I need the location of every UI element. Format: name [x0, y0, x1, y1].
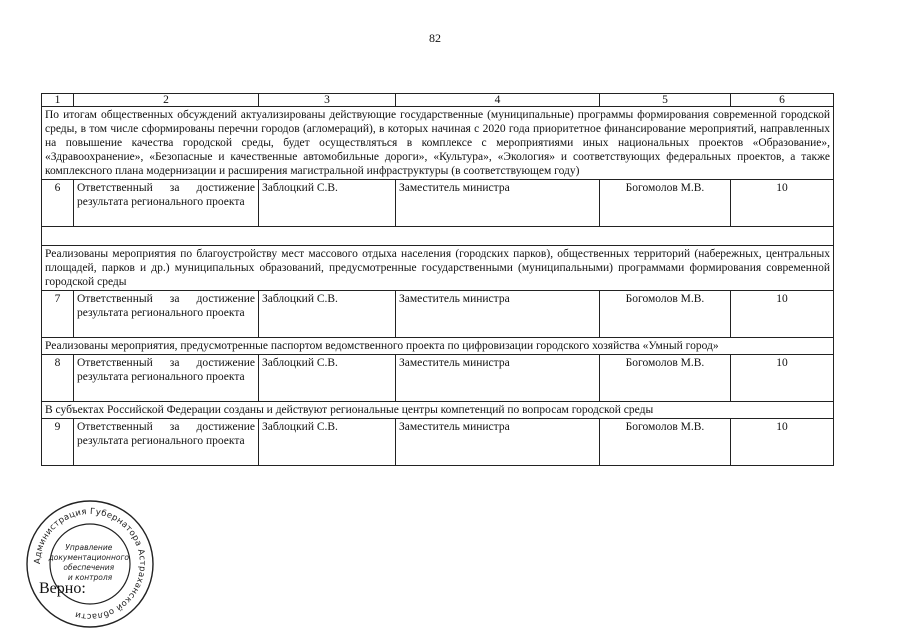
section-row — [42, 107, 834, 180]
spacer-row — [42, 227, 834, 246]
position-cell: Заместитель министра — [396, 291, 600, 338]
column-number: 6 — [731, 94, 834, 107]
person-cell: Заблоцкий С.В. — [259, 419, 396, 466]
row-number: 7 — [42, 291, 74, 338]
supervisor-cell: Богомолов М.В. — [600, 419, 731, 466]
person-cell: Заблоцкий С.В. — [259, 291, 396, 338]
verno-label: Верно: — [39, 580, 86, 597]
value-cell: 10 — [731, 419, 834, 466]
results-table — [41, 93, 834, 466]
role-cell: Ответственный за достижение результата регионального проекта — [74, 419, 259, 466]
position-cell: Заместитель министра — [396, 419, 600, 466]
value-cell: 10 — [731, 180, 834, 227]
section-row — [42, 338, 834, 355]
section-text: Реализованы мероприятия по благоустройству мест массового отдыха населения (городских парков), общественных территорий (набережных, центральных площадей, парков и др.) муниципальных образований, предусмотренные государственными (муниципальными) программами формирования современной городской среды — [42, 246, 834, 291]
column-number: 1 — [42, 94, 74, 107]
supervisor-cell: Богомолов М.В. — [600, 180, 731, 227]
section-text: Реализованы мероприятия, предусмотренные паспортом ведомственного проекта по цифровизации городского хозяйства «Умный город» — [42, 338, 834, 355]
section-row — [42, 402, 834, 419]
value-cell: 10 — [731, 355, 834, 402]
column-number: 2 — [74, 94, 259, 107]
person-cell: Заблоцкий С.В. — [259, 355, 396, 402]
column-number: 4 — [396, 94, 600, 107]
svg-text:Управление документационно — [48, 543, 132, 582]
table-row — [42, 419, 834, 466]
column-number: 3 — [259, 94, 396, 107]
table-row — [42, 291, 834, 338]
value-cell: 10 — [731, 291, 834, 338]
stamp-ring-text: Администрация Губернатора Астраханской области — [32, 506, 148, 622]
stamp-center-line: и контроля — [67, 573, 113, 582]
row-number: 6 — [42, 180, 74, 227]
position-cell: Заместитель министра — [396, 355, 600, 402]
stamp-center-line: обеспечения — [63, 563, 115, 572]
section-text: По итогам общественных обсуждений актуализированы действующие государственные (муниципальные) программы формирования современной городской среды, в том числе сформированы перечни городов (агломераций), в которых начиная с 2020 года приоритетное финансирование мероприятий, направленных на повышение качества городской среды, будет осуществляться в комплексе с мероприятиями иных национальных проектов «Образование», «Здравоохранение», «Безопасные и качественные автомобильные дороги», «Культура», «Экология» и соответствующих федеральных проектов, а также комплексного плана модернизации и расширения магистральной инфраструктуры (в соответствующем году) — [42, 107, 834, 180]
section-row — [42, 246, 834, 291]
stamp-center-line: Управление — [65, 543, 113, 552]
role-cell: Ответственный за достижение результата регионального проекта — [74, 180, 259, 227]
supervisor-cell: Богомолов М.В. — [600, 291, 731, 338]
row-number: 8 — [42, 355, 74, 402]
person-cell: Заблоцкий С.В. — [259, 180, 396, 227]
section-text: В субъектах Российской Федерации созданы и действуют региональные центры компетенций по вопросам городской среды — [42, 402, 834, 419]
row-number: 9 — [42, 419, 74, 466]
page-number: 82 — [429, 31, 441, 45]
table-row — [42, 355, 834, 402]
position-cell: Заместитель министра — [396, 180, 600, 227]
table-header-row — [42, 94, 834, 107]
official-stamp — [24, 498, 156, 630]
table-row — [42, 180, 834, 227]
role-cell: Ответственный за достижение результата регионального проекта — [74, 291, 259, 338]
column-number: 5 — [600, 94, 731, 107]
role-cell: Ответственный за достижение результата регионального проекта — [74, 355, 259, 402]
stamp-center-line: документационного — [48, 553, 129, 562]
supervisor-cell: Богомолов М.В. — [600, 355, 731, 402]
